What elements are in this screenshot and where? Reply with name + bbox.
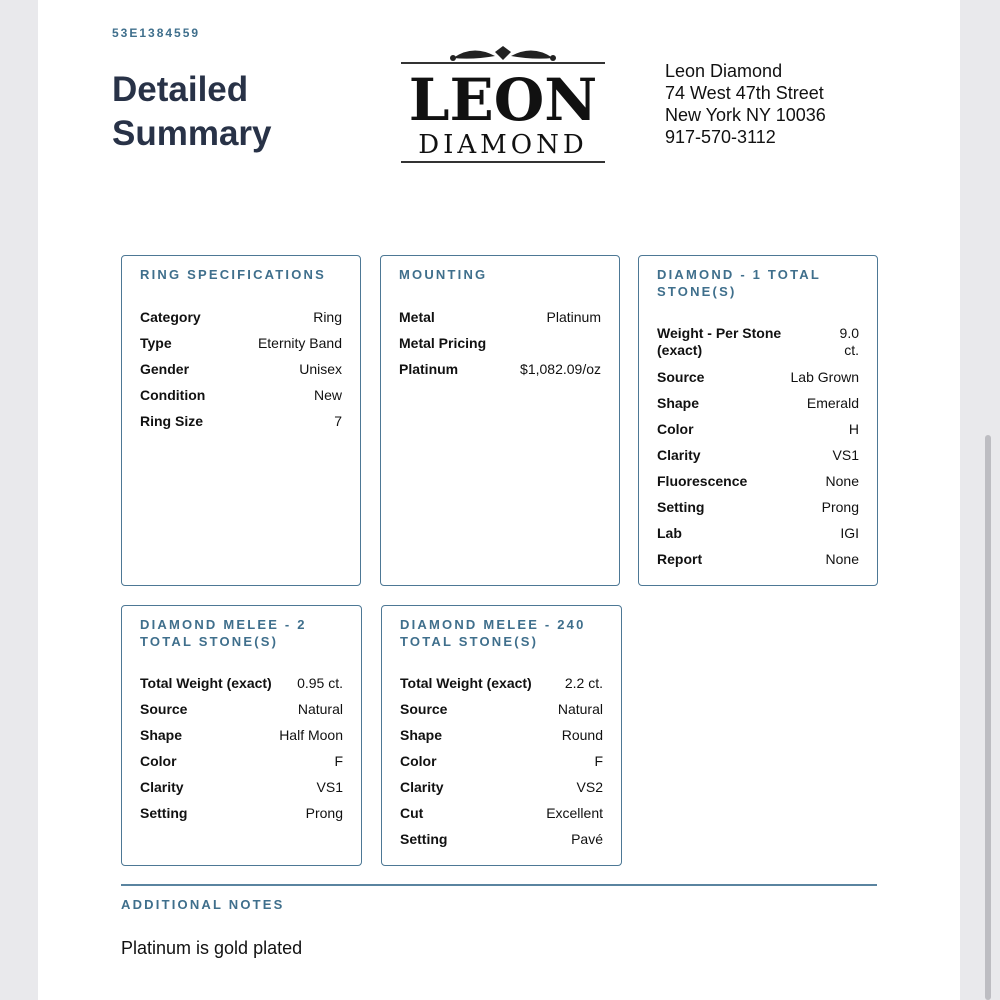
scrollbar[interactable]: [985, 435, 991, 1000]
store-address: [665, 60, 826, 148]
logo-text-diamond: DIAMOND: [418, 130, 588, 160]
crest-ornament-icon: [450, 46, 556, 61]
diamond-rows: [657, 325, 859, 577]
additional-notes-text: Platinum is gold plated: [121, 938, 303, 958]
section-divider: [121, 884, 877, 886]
melee-240-row-source: Source Natural: [400, 701, 603, 717]
certificate-id: 53E1384559: [112, 26, 201, 40]
melee-240-rows: [400, 675, 603, 857]
ring-specifications-card: [121, 255, 361, 586]
diamond-row-clarity: Clarity VS1: [657, 447, 859, 463]
melee-2-rows: [140, 675, 343, 831]
spec-row-ring-size: Ring Size 7: [140, 413, 342, 429]
diamond-row-shape: Shape Emerald: [657, 395, 859, 411]
melee-240-row-cut: Cut Excellent: [400, 805, 603, 821]
diamond-melee-240-card: [381, 605, 622, 866]
melee-2-row-clarity: Clarity VS1: [140, 779, 343, 795]
card-title: DIAMOND MELEE - 2 TOTAL STONE(S): [140, 617, 307, 649]
melee-2-row-total-weight: Total Weight (exact) 0.95 ct.: [140, 675, 343, 691]
diamond-row-lab: Lab IGI: [657, 525, 859, 541]
page-title-line-1: Detailed: [112, 70, 249, 109]
melee-2-row-color: Color F: [140, 753, 343, 769]
mounting-rows: [399, 309, 601, 387]
card-title: RING SPECIFICATIONS: [140, 267, 327, 282]
ring-spec-rows: [140, 309, 342, 439]
leon-diamond-logo: [393, 40, 613, 170]
diamond-row-report: Report None: [657, 551, 859, 567]
store-street: 74 West 47th Street: [665, 83, 824, 103]
mounting-row-metal-pricing: Metal Pricing: [399, 335, 487, 351]
card-title: DIAMOND - 1 TOTAL STONE(S): [657, 267, 822, 299]
page-title-line-2: Summary: [112, 114, 272, 153]
diamond-row-setting: Setting Prong: [657, 499, 859, 515]
store-name: Leon Diamond: [665, 61, 783, 81]
logo-text-leon: LEON: [408, 66, 598, 134]
melee-2-row-setting: Setting Prong: [140, 805, 343, 821]
store-phone: 917-570-3112: [665, 127, 776, 147]
diamond-row-fluorescence: Fluorescence None: [657, 473, 859, 489]
melee-240-row-color: Color F: [400, 753, 603, 769]
diamond-melee-2-card: [121, 605, 362, 866]
melee-240-row-shape: Shape Round: [400, 727, 603, 743]
mounting-row-platinum: Platinum $1,082.09/oz: [399, 361, 601, 377]
melee-2-row-shape: Shape Half Moon: [140, 727, 343, 743]
mounting-row-metal: Metal Platinum: [399, 309, 601, 325]
spec-row-condition: Condition New: [140, 387, 342, 403]
melee-240-row-clarity: Clarity VS2: [400, 779, 603, 795]
summary-page: [38, 0, 960, 1000]
melee-240-row-setting: Setting Pavé: [400, 831, 603, 847]
diamond-row-source: Source Lab Grown: [657, 369, 859, 385]
mounting-card: [380, 255, 620, 586]
melee-2-row-source: Source Natural: [140, 701, 343, 717]
spec-row-gender: Gender Unisex: [140, 361, 342, 377]
spec-row-category: Category Ring: [140, 309, 342, 325]
additional-notes-title: ADDITIONAL NOTES: [121, 897, 285, 912]
card-title: MOUNTING: [399, 267, 488, 282]
card-title: DIAMOND MELEE - 240 TOTAL STONE(S): [400, 617, 586, 649]
diamond-row-weight: Weight - Per Stone (exact) 9.0 ct.: [657, 325, 859, 358]
store-city: New York NY 10036: [665, 105, 826, 125]
melee-240-row-total-weight: Total Weight (exact) 2.2 ct.: [400, 675, 603, 691]
diamond-row-color: Color H: [657, 421, 859, 437]
spec-row-type: Type Eternity Band: [140, 335, 342, 351]
diamond-card: [638, 255, 878, 586]
page-title: [112, 68, 272, 156]
